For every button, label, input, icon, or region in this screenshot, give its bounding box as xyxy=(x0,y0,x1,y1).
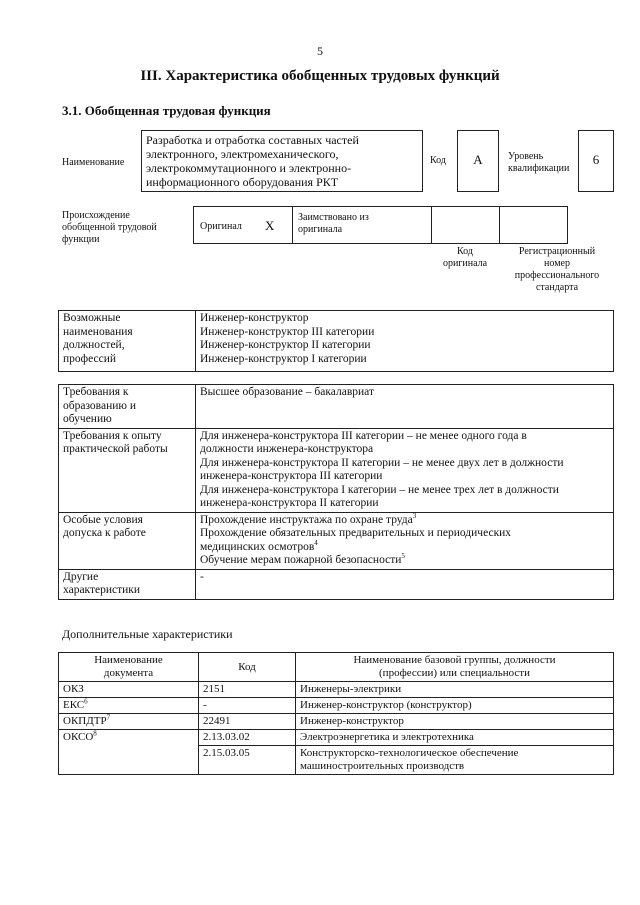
doc-text: ОКСО xyxy=(63,731,94,743)
level-label xyxy=(508,151,569,175)
name-label: Наименование xyxy=(62,157,125,168)
req-label xyxy=(59,385,196,429)
req-value xyxy=(196,428,614,512)
table-row xyxy=(59,730,614,746)
req-label-line: образованию и xyxy=(63,399,136,412)
req-value-line: Для инженера-конструктора III категории – не менее одного года в xyxy=(200,429,527,442)
origin-label-line: обобщенной трудовой xyxy=(62,222,157,233)
footnote-ref: 3 xyxy=(412,511,417,520)
requirements-table xyxy=(58,384,614,600)
header-doc-line: документа xyxy=(103,667,154,679)
footnote-ref: 7 xyxy=(106,713,111,722)
table-row xyxy=(59,428,614,512)
table-row xyxy=(59,311,614,372)
table-row xyxy=(59,682,614,698)
positions-table xyxy=(58,310,614,372)
name-line: машиностроительных производств xyxy=(300,760,465,772)
function-name-box xyxy=(141,130,423,192)
reg-caption-line: Регистрационный xyxy=(518,246,596,257)
header-name xyxy=(296,653,614,682)
req-value-text: Прохождение инструктажа по охране труда xyxy=(200,513,413,526)
footnote-ref: 4 xyxy=(314,538,318,547)
position-item: Инженер-конструктор II категории xyxy=(200,339,371,351)
req-value-line: - xyxy=(200,570,204,583)
header-name-line: Наименование базовой группы, должности xyxy=(353,654,556,666)
code-cell: 2151 xyxy=(199,682,296,698)
divider xyxy=(292,206,293,244)
borrowed-label-line: оригинала xyxy=(298,224,343,235)
name-cell: Инженер-конструктор xyxy=(296,714,614,730)
position-item: Инженер-конструктор I категории xyxy=(200,352,367,365)
footnote-ref: 8 xyxy=(93,729,97,738)
position-item: Инженер-конструктор xyxy=(200,312,309,324)
positions-list xyxy=(196,311,614,372)
position-item: Инженер-конструктор III категории xyxy=(200,325,375,338)
reg-caption xyxy=(500,246,614,294)
name-cell: Инженеры-электрики xyxy=(296,682,614,698)
function-name-line: электрокоммутационного и электронно- xyxy=(146,161,352,175)
req-label-line: обучению xyxy=(63,413,112,425)
req-label-line: практической работы xyxy=(63,443,168,455)
req-value-line xyxy=(200,554,609,568)
level-label-line: Уровень xyxy=(508,151,544,162)
positions-label-line: Возможные xyxy=(63,312,121,324)
req-value-line: Для инженера-конструктора II категории – не менее двух лет в должности xyxy=(200,456,564,469)
additional-table xyxy=(58,652,614,775)
positions-label-line: наименования xyxy=(63,325,133,338)
function-name-line: электронного, электромеханического, xyxy=(146,147,339,161)
original-label: Оригинал xyxy=(200,221,242,232)
req-value-line: Высшее образование – бакалавриат xyxy=(200,386,374,398)
positions-label-line: профессий xyxy=(63,352,117,365)
table-row xyxy=(59,714,614,730)
header-doc-line: Наименование xyxy=(94,654,163,666)
origin-box xyxy=(193,206,568,244)
req-value-line: Для инженера-конструктора I категории – не менее трех лет в должности xyxy=(200,483,559,496)
name-cell: Электроэнергетика и электротехника xyxy=(296,730,614,746)
additional-title: Дополнительные характеристики xyxy=(62,627,233,641)
req-label-line: характеристики xyxy=(63,584,141,596)
original-mark: X xyxy=(265,218,275,233)
divider xyxy=(499,206,500,244)
req-value xyxy=(196,569,614,599)
code-cell: 2.13.03.02 xyxy=(199,730,296,746)
req-label xyxy=(59,512,196,569)
borrowed-label xyxy=(298,212,369,236)
name-line: Конструкторско-технологическое обеспечение xyxy=(300,747,519,759)
origin-label-line: Происхождение xyxy=(62,210,130,221)
code-cell: 2.15.03.05 xyxy=(199,746,296,775)
function-name-line: информационного оборудования РКТ xyxy=(146,175,339,189)
footnote-ref: 6 xyxy=(84,697,88,706)
header-name-line: (профессии) или специальности xyxy=(379,667,530,679)
positions-label xyxy=(59,311,196,372)
req-label-line: Требования к опыту xyxy=(63,429,162,442)
function-name-line: Разработка и отработка составных частей xyxy=(146,133,359,147)
req-label-line: Требования к xyxy=(63,386,129,398)
reg-caption-line: профессионального xyxy=(514,270,600,281)
section-title: III. Характеристика обобщенных трудовых функций xyxy=(140,68,500,84)
req-label xyxy=(59,428,196,512)
req-value xyxy=(196,385,614,429)
doc-text: ЕКС xyxy=(63,699,85,711)
doc-text: ОКЗ xyxy=(63,683,84,695)
code-cell: - xyxy=(199,698,296,714)
req-label-line: Особые условия xyxy=(63,513,143,526)
doc-text: ОКПДТР xyxy=(63,715,107,727)
table-row xyxy=(59,698,614,714)
table-row xyxy=(59,569,614,599)
req-value-text: медицинских осмотров xyxy=(200,540,315,553)
header-doc xyxy=(59,653,199,682)
divider xyxy=(431,206,432,244)
doc-cell xyxy=(59,714,199,730)
header-code: Код xyxy=(199,653,296,682)
table-row xyxy=(59,385,614,429)
table-row xyxy=(59,512,614,569)
code-label: Код xyxy=(430,155,446,166)
reg-caption-line: стандарта xyxy=(535,282,579,293)
table-row xyxy=(59,653,614,682)
req-value-line xyxy=(200,511,609,528)
borrowed-label-line: Заимствовано из xyxy=(298,212,369,223)
page-number: 5 xyxy=(317,44,323,58)
req-label-line: Другие xyxy=(63,570,99,583)
doc-cell xyxy=(59,682,199,698)
origin-label-line: функции xyxy=(62,234,100,245)
req-value-line: Прохождение обязательных предварительных и периодических xyxy=(200,527,512,539)
code-caption-line: оригинала xyxy=(442,258,488,269)
req-label xyxy=(59,569,196,599)
subsection-title: 3.1. Обобщенная трудовая функция xyxy=(62,103,271,118)
req-value-line: должности инженера-конструктора xyxy=(200,443,374,455)
code-cell: 22491 xyxy=(199,714,296,730)
req-label-line: допуска к работе xyxy=(63,527,146,539)
name-cell: Инженер-конструктор (конструктор) xyxy=(296,698,614,714)
level-label-line: квалификации xyxy=(508,163,570,174)
code-caption-line: Код xyxy=(457,246,473,257)
name-cell xyxy=(296,746,614,775)
doc-cell xyxy=(59,730,199,775)
level-value: 6 xyxy=(578,130,614,192)
code-caption xyxy=(432,246,498,270)
footnote-ref: 5 xyxy=(401,552,405,561)
reg-caption-line: номер xyxy=(544,258,570,269)
req-value xyxy=(196,512,614,569)
req-value-line: инженера-конструктора II категории xyxy=(200,497,379,509)
code-value: А xyxy=(457,130,499,192)
origin-label xyxy=(62,210,157,246)
positions-label-line: должностей, xyxy=(63,339,125,351)
req-value-text: Обучение мерам пожарной безопасности xyxy=(200,554,402,566)
req-value-line: инженера-конструктора III категории xyxy=(200,470,383,482)
doc-cell xyxy=(59,698,199,714)
